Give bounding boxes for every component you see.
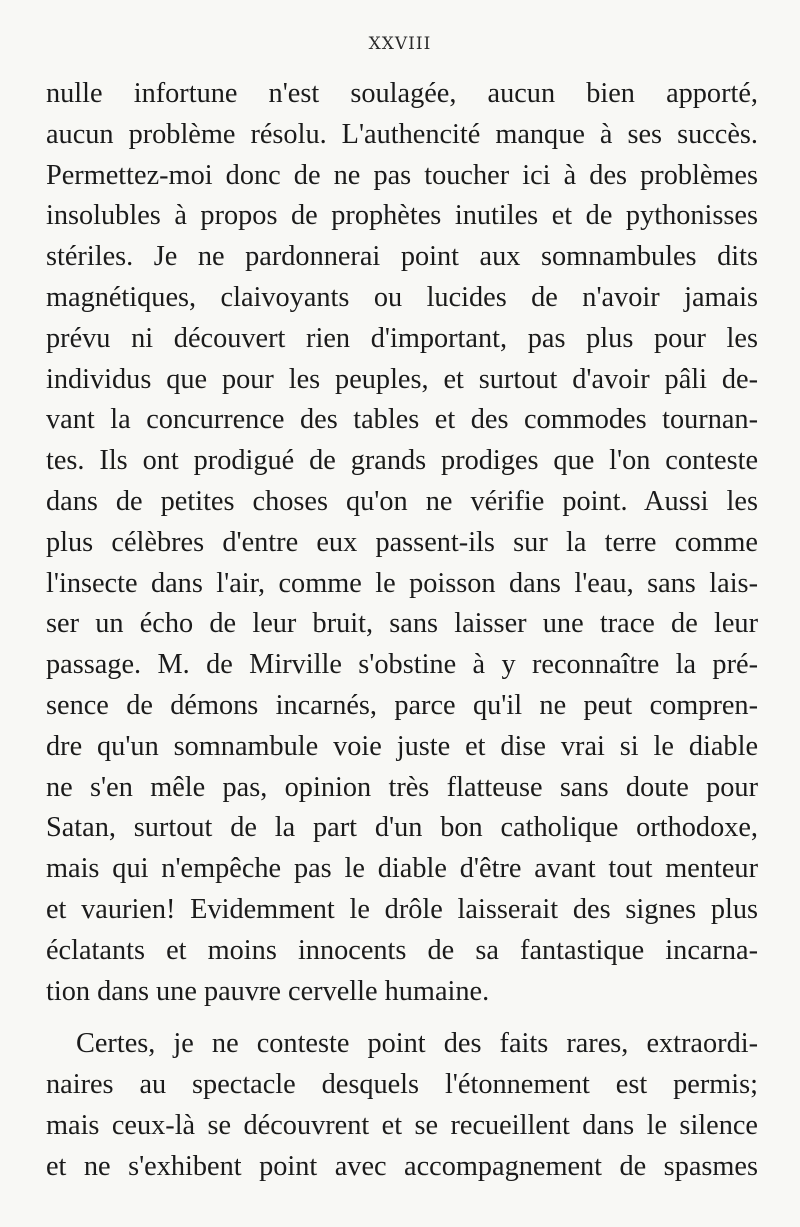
text-line: et vaurien! Evidemment le drôle laisserait des signes plus (46, 893, 758, 925)
paragraph-spacer (46, 1012, 758, 1024)
text-line: Satan, surtout de la part d'un bon catholique orthodoxe, (46, 812, 758, 844)
text-line: ser un écho de leur bruit, sans laisser une trace de leur (46, 608, 758, 640)
text-line: ne s'en mêle pas, opinion très flatteuse sans doute pour (46, 771, 758, 803)
paragraph-1 (46, 74, 758, 1012)
text-line: prévu ni découvert rien d'important, pas plus pour les (46, 322, 758, 354)
text-line: aucun problème résolu. L'authencité manque à ses succès. (46, 118, 758, 150)
text-line: Permettez-moi donc de ne pas toucher ici à des problèmes (46, 159, 758, 191)
text-line: tion dans une pauvre cervelle humaine. (46, 975, 490, 1007)
text-line: et ne s'exhibent point avec accompagnement de spasmes (46, 1150, 758, 1182)
body-text (46, 74, 758, 1188)
text-line: mais ceux-là se découvrent et se recueillent dans le silence (46, 1109, 758, 1141)
text-line: sence de démons incarnés, parce qu'il ne peut compren- (46, 689, 758, 721)
text-line: insolubles à propos de prophètes inutiles et de pythonisses (46, 200, 758, 232)
text-line: dans de petites choses qu'on ne vérifie point. Aussi les (46, 485, 758, 517)
text-line: éclatants et moins innocents de sa fantastique incarna- (46, 934, 758, 966)
text-line: stériles. Je ne pardonnerai point aux somnambules dits (46, 241, 758, 273)
page-number: XXVIII (368, 34, 432, 54)
text-line: l'insecte dans l'air, comme le poisson dans l'eau, sans lais- (46, 567, 758, 599)
text-line: nulle infortune n'est soulagée, aucun bien apporté, (46, 78, 758, 109)
text-line: mais qui n'empêche pas le diable d'être avant tout menteur (46, 853, 758, 885)
text-line: Certes, je ne conteste point des faits rares, extraordi- (76, 1028, 758, 1060)
text-line: tes. Ils ont prodigué de grands prodiges que l'on conteste (46, 445, 758, 477)
text-line: individus que pour les peuples, et surtout d'avoir pâli de- (46, 363, 758, 395)
text-line: magnétiques, claivoyants ou lucides de n'avoir jamais (46, 281, 758, 313)
text-line: naires au spectacle desquels l'étonnement est permis; (46, 1069, 758, 1101)
text-line: vant la concurrence des tables et des commodes tournan- (46, 404, 758, 436)
paragraph-2 (46, 1024, 758, 1187)
text-line: dre qu'un somnambule voie juste et dise vrai si le diable (46, 730, 758, 762)
text-line: passage. M. de Mirville s'obstine à y reconnaître la pré- (46, 649, 758, 681)
text-line: plus célèbres d'entre eux passent-ils sur la terre comme (46, 526, 758, 558)
